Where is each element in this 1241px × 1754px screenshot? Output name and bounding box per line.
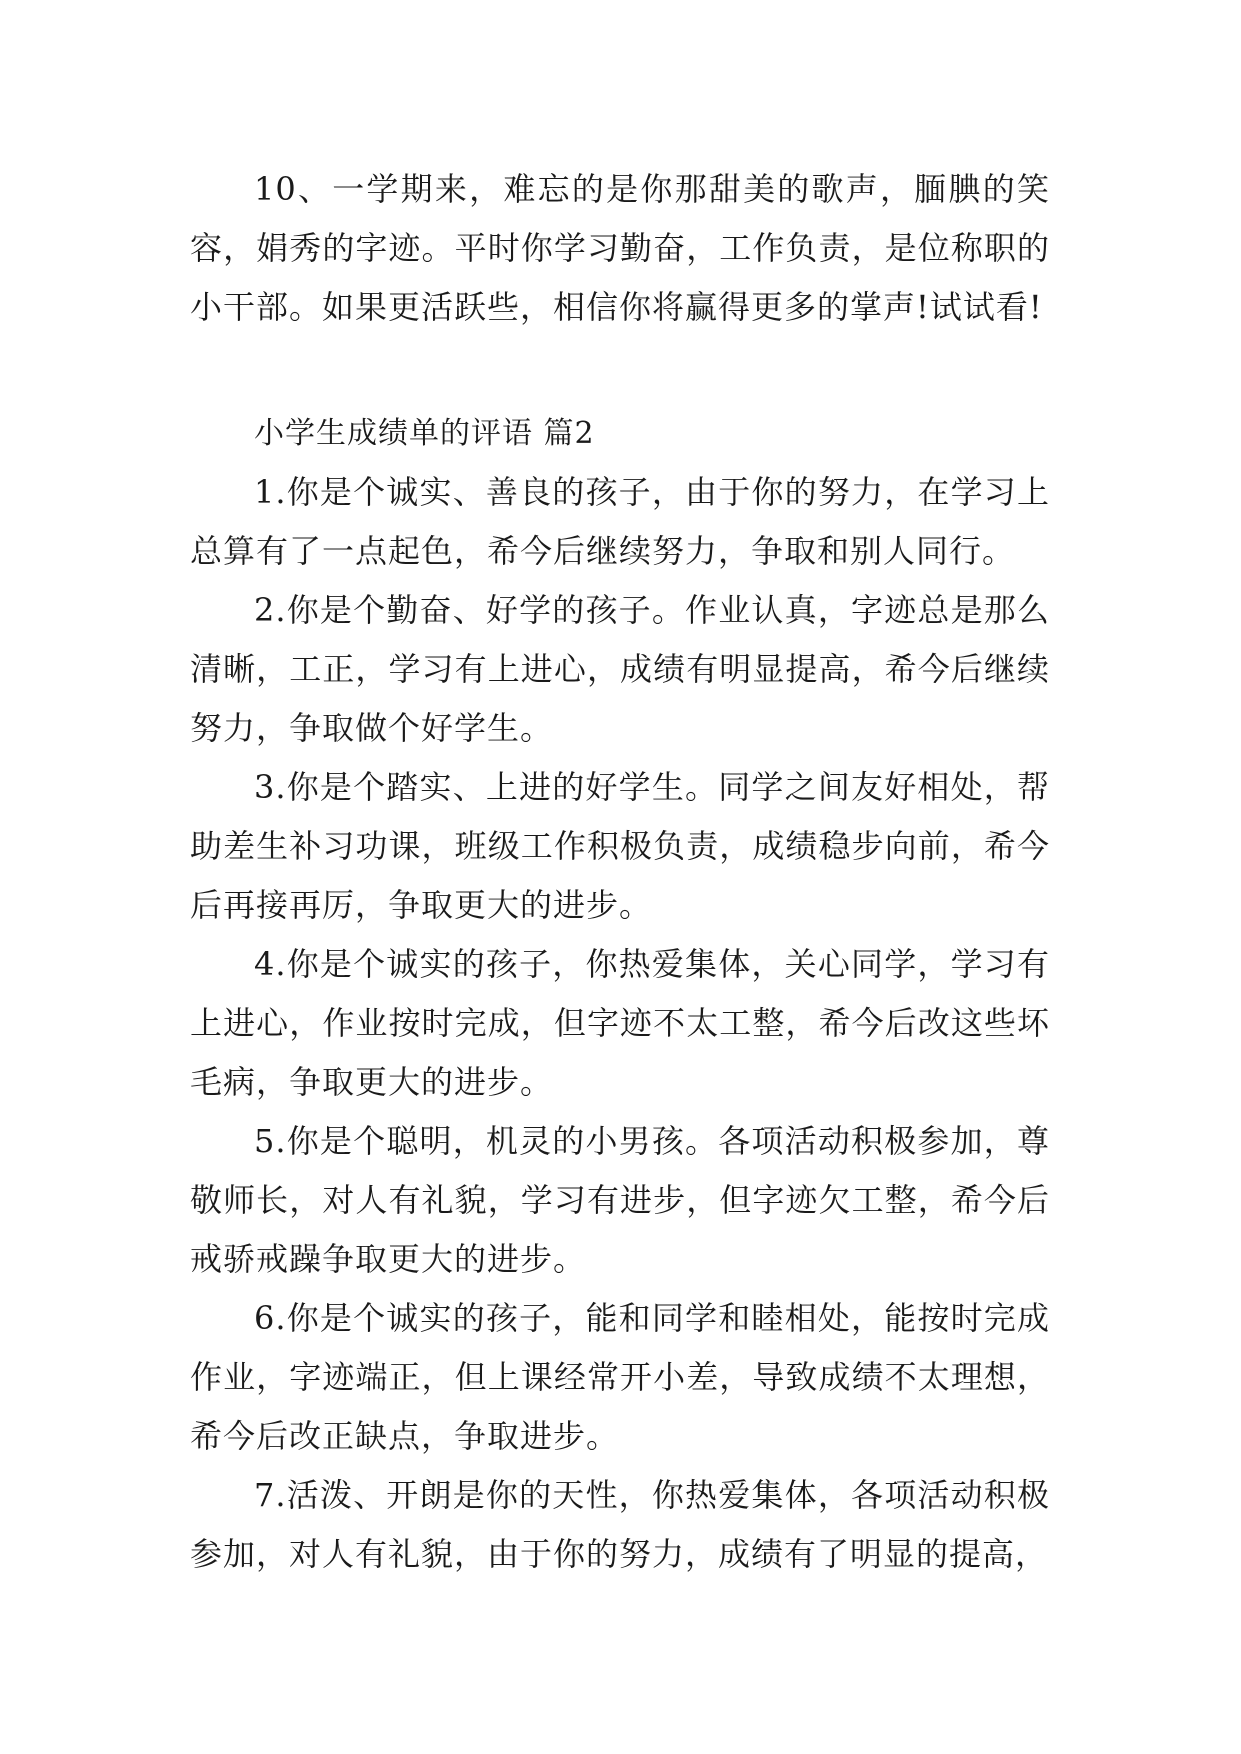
comment-item-6: 6.你是个诚实的孩子，能和同学和睦相处，能按时完成作业，字迹端正，但上课经常开小差，导致成绩不太理想，希今后改正缺点，争取进步。 — [190, 1299, 1050, 1455]
section-spacer — [190, 337, 1050, 404]
comment-item-4: 4.你是个诚实的孩子，你热爱集体，关心同学，学习有上进心，作业按时完成，但字迹不太工整，希今后改这些坏毛病，争取更大的进步。 — [190, 945, 1050, 1101]
comment-item-5: 5.你是个聪明，机灵的小男孩。各项活动积极参加，尊敬师长，对人有礼貌，学习有进步，但字迹欠工整，希今后戒骄戒躁争取更大的进步。 — [190, 1122, 1050, 1278]
comment-item-2: 2.你是个勤奋、好学的孩子。作业认真，字迹总是那么清晰，工正，学习有上进心，成绩有明显提高，希今后继续努力，争取做个好学生。 — [190, 591, 1050, 747]
comment-item-3: 3.你是个踏实、上进的好学生。同学之间友好相处，帮助差生补习功课，班级工作积极负责，成绩稳步向前，希今后再接再厉，争取更大的进步。 — [190, 768, 1050, 924]
comment-item-7: 7.活泼、开朗是你的天性，你热爱集体，各项活动积极参加，对人有礼貌，由于你的努力，成绩有了明显的提高， — [190, 1476, 1050, 1573]
comment-item-1: 1.你是个诚实、善良的孩子，由于你的努力，在学习上总算有了一点起色，希今后继续努力，争取和别人同行。 — [190, 473, 1050, 570]
document-body — [190, 160, 1050, 1584]
intro-paragraph: 10、一学期来，难忘的是你那甜美的歌声，腼腆的笑容，娟秀的字迹。平时你学习勤奋，工作负责，是位称职的小干部。如果更活跃些，相信你将赢得更多的掌声!试试看! — [190, 170, 1050, 326]
section-title: 小学生成绩单的评语 篇2 — [254, 416, 595, 451]
